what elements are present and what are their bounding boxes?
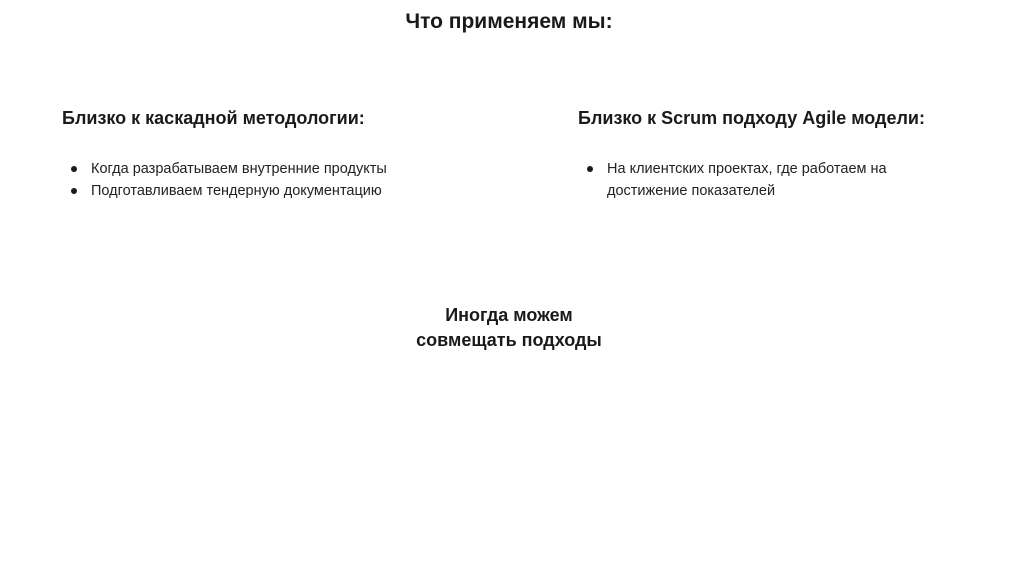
combine-note [0, 303, 1018, 353]
waterfall-list [62, 158, 502, 202]
list-item-text: На клиентских проектах, где работаем на достижение показателей [607, 161, 887, 199]
list-item-text: Когда разрабатываем внутренние продукты [91, 161, 387, 177]
list-item [62, 180, 502, 202]
note-line-1: Иногда можем [445, 305, 573, 325]
scrum-heading: Близко к Scrum подходу Agile модели: [578, 108, 925, 128]
waterfall-section [62, 106, 502, 202]
list-item [62, 158, 502, 180]
page-title: Что применяем мы: [405, 10, 613, 33]
scrum-section [578, 106, 1008, 202]
bullet-icon [587, 166, 593, 172]
scrum-list [578, 158, 1008, 202]
list-item [578, 158, 947, 202]
bullet-icon [71, 166, 77, 172]
list-item-text: Подготавливаем тендерную документацию [91, 183, 382, 199]
note-line-2: совмещать подходы [416, 330, 602, 350]
waterfall-heading: Близко к каскадной методологии: [62, 108, 365, 128]
bullet-icon [71, 188, 77, 194]
